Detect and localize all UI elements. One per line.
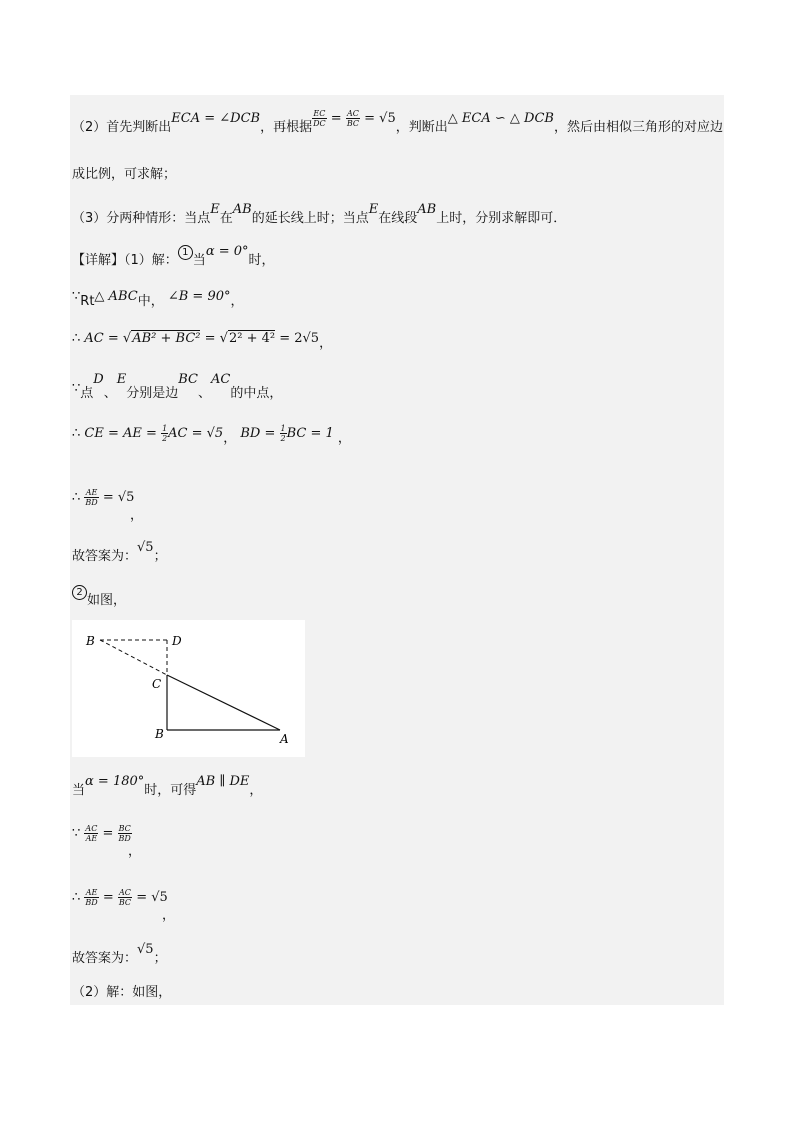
answer-value: √5	[137, 540, 154, 555]
math-sqrt5: = √5	[102, 490, 135, 505]
text-segment: 当	[192, 253, 206, 268]
because-symbol: ∵	[72, 381, 81, 396]
text-segment: 点	[80, 386, 94, 401]
answer-label: 故答案为：	[72, 549, 138, 564]
triangle-diagram	[72, 620, 305, 757]
point-d: D	[93, 372, 104, 387]
math-alpha-0: α = 0°	[205, 244, 249, 259]
text-segment: 的中点，	[230, 386, 283, 401]
text-segment: ，	[128, 844, 142, 859]
because-symbol: ∵	[72, 826, 81, 841]
math-ac-sqrt5: AC = √5	[168, 426, 224, 441]
solution-line-3	[72, 202, 567, 228]
solution-line-5	[72, 288, 244, 309]
therefore-symbol: ∴	[72, 890, 81, 905]
sqrt-expression-1: √AB² + BC²	[122, 331, 201, 346]
text-segment: （3）分两种情形：当点	[72, 211, 211, 226]
text-segment: 时，可得	[144, 783, 197, 798]
text-segment: ，	[230, 294, 244, 309]
therefore-symbol: ∴	[72, 426, 81, 441]
fraction-bc-bd: $\frac{BC}{BD}$	[118, 824, 131, 843]
solution-line-13	[72, 824, 141, 861]
math-alpha-180: α = 180°	[85, 774, 145, 789]
point-e: E	[116, 372, 127, 387]
text-segment: （1）解：	[124, 253, 178, 268]
text-segment: ，	[319, 336, 333, 351]
text-segment: 成比例，可求解；	[72, 167, 177, 182]
math-bc-1: BC = 1	[286, 426, 334, 441]
equals-sign: =	[200, 331, 220, 346]
solution-line-8	[72, 424, 351, 446]
text-segment: ，	[249, 783, 263, 798]
solution-line-16	[72, 984, 171, 1002]
segment-bc: BC	[178, 372, 199, 387]
triangle-figure	[72, 620, 305, 757]
segment-ac: AC	[211, 372, 231, 387]
text-segment: （2）首先判断出	[72, 120, 172, 135]
text-segment: ；	[153, 951, 167, 966]
text-segment: 当	[72, 783, 86, 798]
text-segment: 在线段	[378, 211, 418, 226]
fraction-ac-bc: $\frac{AC}{BC}$	[346, 109, 359, 128]
text-segment: 、	[198, 386, 212, 401]
segment-ab: AB	[232, 202, 252, 217]
circled-number-2: 2	[72, 585, 87, 600]
content-panel	[70, 95, 724, 1005]
solution-line-15	[72, 942, 167, 968]
solution-line-4	[72, 244, 275, 270]
text-segment: ，	[130, 508, 144, 523]
label-b-bottom: B	[155, 727, 164, 741]
text-segment: ，	[337, 431, 351, 446]
fraction-ae-bd: $\frac{AE}{BD}$	[85, 888, 98, 907]
text-segment: ，判断出	[395, 120, 448, 135]
solution-line-10	[72, 540, 167, 566]
math-sqrt5: = √5	[364, 111, 396, 126]
text-segment: 时，	[248, 253, 275, 268]
equals-sign: =	[330, 111, 342, 126]
text-segment: 如图，	[87, 593, 127, 608]
math-ac: AC =	[84, 331, 123, 346]
math-angle-equation: ECA = ∠DCB	[171, 111, 261, 126]
text-segment: 在	[219, 211, 233, 226]
fraction-half: $\frac{1}{2}$	[280, 424, 286, 443]
because-symbol: ∵	[72, 289, 81, 304]
detail-label: 【详解】	[72, 253, 125, 268]
text-segment: 中，	[137, 294, 164, 309]
dashed-line-bc	[100, 640, 167, 675]
math-bd: BD =	[240, 426, 280, 441]
text-segment: ；	[153, 549, 167, 564]
solution-line-2	[72, 166, 176, 184]
therefore-symbol: ∴	[72, 490, 81, 505]
circled-number-1: 1	[178, 245, 193, 260]
label-c: C	[152, 677, 162, 691]
fraction-ac-ae: $\frac{AC}{AE}$	[85, 824, 98, 843]
fraction-ac-bc: $\frac{AC}{BC}$	[118, 888, 132, 907]
solution-line-9	[72, 488, 143, 525]
therefore-symbol: ∴	[72, 331, 81, 346]
label-d: D	[172, 634, 182, 648]
label-a: A	[280, 732, 289, 746]
point-e: E	[210, 202, 220, 217]
triangle-abc: △ ABC	[94, 289, 138, 304]
text-segment: 上时，分别求解即可．	[436, 211, 567, 226]
text-segment: ，	[223, 431, 237, 446]
rt-label: Rt	[80, 294, 95, 309]
solution-line-1	[72, 109, 723, 137]
math-ce-ae: CE = AE =	[84, 426, 162, 441]
label-b-top: B	[86, 634, 95, 648]
equals-sign: =	[102, 890, 114, 905]
solution-line-14	[72, 888, 175, 925]
text-segment: （2）解：如图，	[72, 985, 172, 1000]
solution-line-7	[72, 372, 283, 401]
math-result: = 2√5	[275, 331, 320, 346]
fraction-half: $\frac{1}{2}$	[162, 424, 168, 443]
math-angle-b: ∠B = 90°	[167, 289, 231, 304]
sqrt-expression-2: √2² + 4²	[219, 331, 276, 346]
math-parallel: AB ∥ DE	[196, 774, 250, 789]
fraction-ec-dc: $\frac{EC}{DC}$	[313, 109, 326, 128]
side-ca	[167, 675, 280, 730]
point-e: E	[368, 202, 379, 217]
text-segment: 分别是边	[126, 386, 179, 401]
text-segment: 的延长线上时；当点	[251, 211, 369, 226]
text-segment: 、	[103, 386, 117, 401]
triangle-dcb: △ DCB	[509, 111, 554, 126]
fraction-ae-bd: $\frac{AE}{BD}$	[85, 488, 98, 507]
text-segment: ，然后由相似三角形的对应边	[553, 120, 723, 135]
solution-line-6	[72, 330, 333, 351]
triangle-eca: △ ECA	[447, 111, 491, 126]
solution-line-12	[72, 774, 263, 800]
similar-sign: ∽	[494, 111, 506, 126]
answer-value: √5	[137, 942, 154, 957]
equals-sign: =	[102, 826, 114, 841]
solution-line-11	[72, 587, 127, 610]
answer-label: 故答案为：	[72, 951, 138, 966]
math-sqrt5: = √5	[136, 890, 168, 905]
text-segment: ，	[162, 908, 176, 923]
segment-ab: AB	[417, 202, 437, 217]
text-segment: ，再根据	[260, 120, 313, 135]
